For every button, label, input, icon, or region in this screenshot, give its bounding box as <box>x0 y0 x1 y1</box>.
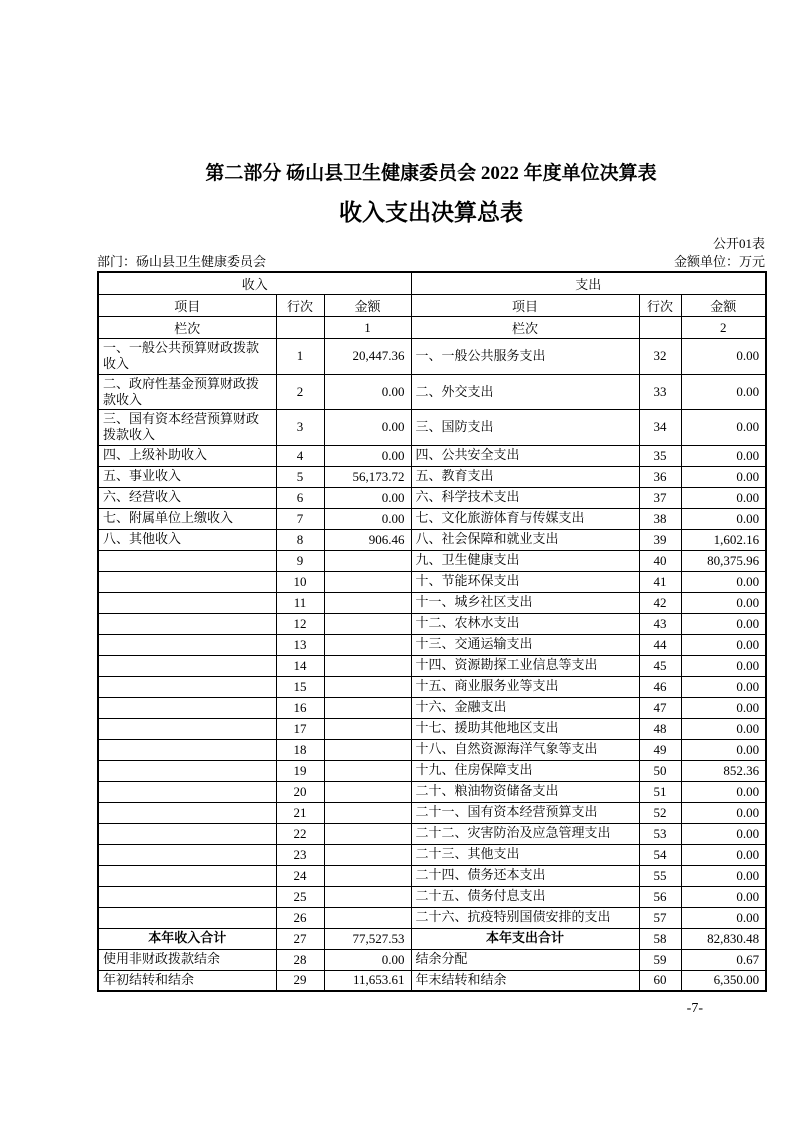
income-amount-cell <box>324 697 411 718</box>
expense-rowno-cell: 46 <box>639 676 681 697</box>
table-row <box>98 445 766 466</box>
table-row <box>98 718 766 739</box>
expense-amount-cell: 0.00 <box>681 676 766 697</box>
expense-item-cell: 十一、城乡社区支出 <box>411 592 639 613</box>
income-item-cell: 本年收入合计 <box>98 928 276 949</box>
expense-item-cell: 十二、农林水支出 <box>411 613 639 634</box>
expense-amount-cell: 0.00 <box>681 781 766 802</box>
income-item-cell: 年初结转和结余 <box>98 970 276 991</box>
expense-amount-cell: 82,830.48 <box>681 928 766 949</box>
expense-rowno-cell: 49 <box>639 739 681 760</box>
income-amount-cell: 0.00 <box>324 949 411 970</box>
table-row <box>98 676 766 697</box>
expense-rowno-cell: 37 <box>639 487 681 508</box>
income-expense-summary-table <box>97 271 767 992</box>
expense-rowno-cell: 50 <box>639 760 681 781</box>
income-amount-cell: 0.00 <box>324 374 411 410</box>
table-row <box>98 613 766 634</box>
expense-rowno-cell: 59 <box>639 949 681 970</box>
income-item-cell <box>98 697 276 718</box>
table-row <box>98 739 766 760</box>
income-item-cell <box>98 613 276 634</box>
income-item-cell: 七、附属单位上缴收入 <box>98 508 276 529</box>
income-rowno-cell: 3 <box>276 410 324 446</box>
table-row <box>98 466 766 487</box>
income-amount-cell <box>324 676 411 697</box>
expense-amount-cell: 0.67 <box>681 949 766 970</box>
table-row <box>98 928 766 949</box>
expense-item-cell: 四、公共安全支出 <box>411 445 639 466</box>
table-row <box>98 844 766 865</box>
table-row <box>98 802 766 823</box>
income-item-cell <box>98 676 276 697</box>
income-amount-cell <box>324 634 411 655</box>
expense-rowno-cell: 36 <box>639 466 681 487</box>
expense-amount-cell: 0.00 <box>681 886 766 907</box>
income-item-cell: 一、一般公共预算财政拨款收入 <box>98 339 276 375</box>
income-amount-cell <box>324 886 411 907</box>
income-rowno-cell: 18 <box>276 739 324 760</box>
income-item-cell <box>98 592 276 613</box>
form-number: 公开01表 <box>712 236 765 251</box>
income-item-cell: 六、经营收入 <box>98 487 276 508</box>
income-rowno-cell: 10 <box>276 571 324 592</box>
expense-item-cell: 一、一般公共服务支出 <box>411 339 639 375</box>
expense-item-cell: 十四、资源勘探工业信息等支出 <box>411 655 639 676</box>
expense-rowno-cell: 32 <box>639 339 681 375</box>
table-row <box>98 410 766 446</box>
expense-rowno-cell: 38 <box>639 508 681 529</box>
meta-row <box>97 253 765 270</box>
income-amount-cell: 0.00 <box>324 445 411 466</box>
expense-item-cell: 五、教育支出 <box>411 466 639 487</box>
expense-item-cell: 十三、交通运输支出 <box>411 634 639 655</box>
income-amount-cell: 11,653.61 <box>324 970 411 991</box>
expense-amount-cell: 0.00 <box>681 739 766 760</box>
income-item-cell <box>98 655 276 676</box>
expense-amount-header: 金额 <box>681 295 766 317</box>
income-amount-cell <box>324 550 411 571</box>
income-item-header: 项目 <box>98 295 276 317</box>
income-amount-cell: 0.00 <box>324 487 411 508</box>
expense-amount-cell: 0.00 <box>681 410 766 446</box>
income-item-cell <box>98 886 276 907</box>
expense-rowno-cell: 41 <box>639 571 681 592</box>
expense-amount-cell: 0.00 <box>681 592 766 613</box>
expense-rowno-cell: 58 <box>639 928 681 949</box>
expense-amount-cell: 0.00 <box>681 655 766 676</box>
expense-item-cell: 十七、援助其他地区支出 <box>411 718 639 739</box>
table-row <box>98 697 766 718</box>
income-rowno-cell: 19 <box>276 760 324 781</box>
table-row <box>98 550 766 571</box>
income-item-cell: 使用非财政拨款结余 <box>98 949 276 970</box>
expense-rowno-cell: 45 <box>639 655 681 676</box>
table-title: 收入支出决算总表 <box>339 200 523 225</box>
income-rowno-cell: 27 <box>276 928 324 949</box>
expense-amount-cell: 80,375.96 <box>681 550 766 571</box>
income-rowno-cell: 8 <box>276 529 324 550</box>
income-item-cell <box>98 550 276 571</box>
expense-amount-cell: 0.00 <box>681 374 766 410</box>
expense-item-header: 项目 <box>411 295 639 317</box>
column-index-row <box>98 317 766 339</box>
income-rowno-cell: 17 <box>276 718 324 739</box>
income-item-cell: 八、其他收入 <box>98 529 276 550</box>
expense-item-cell: 十八、自然资源海洋气象等支出 <box>411 739 639 760</box>
income-rowno-cell: 15 <box>276 676 324 697</box>
table-row <box>98 374 766 410</box>
income-rowno-cell: 22 <box>276 823 324 844</box>
table-body <box>98 339 766 992</box>
income-amount-cell <box>324 781 411 802</box>
expense-amount-cell: 0.00 <box>681 823 766 844</box>
income-amount-cell: 0.00 <box>324 410 411 446</box>
table-row <box>98 781 766 802</box>
income-rowno-cell: 6 <box>276 487 324 508</box>
income-item-cell <box>98 718 276 739</box>
income-amount-cell <box>324 718 411 739</box>
expense-rowno-cell: 60 <box>639 970 681 991</box>
expense-amount-cell: 1,602.16 <box>681 529 766 550</box>
expense-amount-cell: 0.00 <box>681 571 766 592</box>
table-row <box>98 886 766 907</box>
income-amount-cell <box>324 823 411 844</box>
income-item-cell: 二、政府性基金预算财政拨款收入 <box>98 374 276 410</box>
income-lanci-label: 栏次 <box>98 317 276 339</box>
expense-item-cell: 十五、商业服务业等支出 <box>411 676 639 697</box>
column-header-row <box>98 295 766 317</box>
income-item-cell <box>98 739 276 760</box>
expense-item-cell: 十九、住房保障支出 <box>411 760 639 781</box>
expense-item-cell: 二十五、债务付息支出 <box>411 886 639 907</box>
table-row <box>98 970 766 991</box>
income-amount-cell: 77,527.53 <box>324 928 411 949</box>
expense-item-cell: 二十六、抗疫特别国债安排的支出 <box>411 907 639 928</box>
income-item-cell <box>98 802 276 823</box>
income-amount-cell <box>324 613 411 634</box>
expense-amount-cell: 6,350.00 <box>681 970 766 991</box>
expense-item-cell: 二十二、灾害防治及应急管理支出 <box>411 823 639 844</box>
expense-item-cell: 六、科学技术支出 <box>411 487 639 508</box>
table-row <box>98 823 766 844</box>
table-row <box>98 339 766 375</box>
income-amount-cell <box>324 592 411 613</box>
income-item-cell <box>98 760 276 781</box>
income-amount-cell: 0.00 <box>324 508 411 529</box>
income-rowno-cell: 5 <box>276 466 324 487</box>
expense-rowno-cell: 55 <box>639 865 681 886</box>
table-row <box>98 529 766 550</box>
expense-rowno-cell: 53 <box>639 823 681 844</box>
expense-item-cell: 三、国防支出 <box>411 410 639 446</box>
income-rowno-cell: 14 <box>276 655 324 676</box>
income-rowno-cell: 9 <box>276 550 324 571</box>
income-rowno-cell: 16 <box>276 697 324 718</box>
income-rowno-cell: 26 <box>276 907 324 928</box>
income-item-cell <box>98 781 276 802</box>
expense-lanci-label: 栏次 <box>411 317 639 339</box>
income-rowno-cell: 1 <box>276 339 324 375</box>
expense-item-cell: 二十一、国有资本经营预算支出 <box>411 802 639 823</box>
income-amount-cell <box>324 655 411 676</box>
expense-rowno-cell: 42 <box>639 592 681 613</box>
income-rowno-header: 行次 <box>276 295 324 317</box>
income-column-number: 1 <box>324 317 411 339</box>
income-item-cell <box>98 571 276 592</box>
expense-rowno-cell: 52 <box>639 802 681 823</box>
income-item-cell <box>98 844 276 865</box>
income-rowno-cell: 25 <box>276 886 324 907</box>
expense-item-cell: 结余分配 <box>411 949 639 970</box>
table-row <box>98 592 766 613</box>
expense-amount-cell: 852.36 <box>681 760 766 781</box>
income-rowno-cell: 13 <box>276 634 324 655</box>
expense-amount-cell: 0.00 <box>681 844 766 865</box>
income-rowno-cell: 4 <box>276 445 324 466</box>
expense-item-cell: 十六、金融支出 <box>411 697 639 718</box>
table-row <box>98 949 766 970</box>
income-item-cell <box>98 865 276 886</box>
expense-amount-cell: 0.00 <box>681 907 766 928</box>
income-item-cell <box>98 907 276 928</box>
table-row <box>98 655 766 676</box>
expense-amount-cell: 0.00 <box>681 445 766 466</box>
expense-item-cell: 九、卫生健康支出 <box>411 550 639 571</box>
section-header-row <box>98 272 766 295</box>
expense-rowno-cell: 43 <box>639 613 681 634</box>
income-amount-cell: 20,447.36 <box>324 339 411 375</box>
expense-rowno-cell: 54 <box>639 844 681 865</box>
income-amount-cell <box>324 760 411 781</box>
income-section-header: 收入 <box>98 272 411 295</box>
income-lanci-blank <box>276 317 324 339</box>
expense-column-number: 2 <box>681 317 766 339</box>
income-item-cell: 五、事业收入 <box>98 466 276 487</box>
income-amount-cell <box>324 865 411 886</box>
expense-amount-cell: 0.00 <box>681 339 766 375</box>
income-amount-cell: 906.46 <box>324 529 411 550</box>
income-amount-cell <box>324 571 411 592</box>
expense-amount-cell: 0.00 <box>681 466 766 487</box>
expense-rowno-cell: 34 <box>639 410 681 446</box>
expense-amount-cell: 0.00 <box>681 865 766 886</box>
expense-rowno-cell: 35 <box>639 445 681 466</box>
expense-item-cell: 本年支出合计 <box>411 928 639 949</box>
amount-unit-label: 金额单位：万元 <box>673 254 765 269</box>
income-rowno-cell: 24 <box>276 865 324 886</box>
expense-amount-cell: 0.00 <box>681 697 766 718</box>
expense-item-cell: 十、节能环保支出 <box>411 571 639 592</box>
expense-item-cell: 二十四、债务还本支出 <box>411 865 639 886</box>
table-row <box>98 634 766 655</box>
expense-lanci-blank <box>639 317 681 339</box>
expense-rowno-cell: 48 <box>639 718 681 739</box>
expense-rowno-cell: 57 <box>639 907 681 928</box>
income-rowno-cell: 21 <box>276 802 324 823</box>
income-item-cell <box>98 823 276 844</box>
page-content <box>97 0 765 1017</box>
income-amount-header: 金额 <box>324 295 411 317</box>
table-row <box>98 508 766 529</box>
income-amount-cell: 56,173.72 <box>324 466 411 487</box>
expense-rowno-cell: 33 <box>639 374 681 410</box>
expense-rowno-cell: 47 <box>639 697 681 718</box>
expense-item-cell: 二十、粮油物资储备支出 <box>411 781 639 802</box>
expense-rowno-cell: 39 <box>639 529 681 550</box>
income-item-cell: 三、国有资本经营预算财政拨款收入 <box>98 410 276 446</box>
expense-amount-cell: 0.00 <box>681 508 766 529</box>
expense-amount-cell: 0.00 <box>681 634 766 655</box>
expense-rowno-cell: 51 <box>639 781 681 802</box>
table-row <box>98 907 766 928</box>
income-rowno-cell: 2 <box>276 374 324 410</box>
income-rowno-cell: 12 <box>276 613 324 634</box>
income-rowno-cell: 29 <box>276 970 324 991</box>
department-label: 部门：砀山县卫生健康委员会 <box>97 254 267 269</box>
income-rowno-cell: 20 <box>276 781 324 802</box>
expense-rowno-cell: 40 <box>639 550 681 571</box>
income-amount-cell <box>324 802 411 823</box>
income-rowno-cell: 11 <box>276 592 324 613</box>
expense-rowno-cell: 56 <box>639 886 681 907</box>
expense-item-cell: 二十三、其他支出 <box>411 844 639 865</box>
income-rowno-cell: 28 <box>276 949 324 970</box>
income-amount-cell <box>324 907 411 928</box>
expense-amount-cell: 0.00 <box>681 802 766 823</box>
income-amount-cell <box>324 739 411 760</box>
part-title: 第二部分 砀山县卫生健康委员会 2022 年度单位决算表 <box>205 163 657 184</box>
expense-item-cell: 年末结转和结余 <box>411 970 639 991</box>
expense-item-cell: 七、文化旅游体育与传媒支出 <box>411 508 639 529</box>
expense-rowno-header: 行次 <box>639 295 681 317</box>
income-item-cell: 四、上级补助收入 <box>98 445 276 466</box>
expense-amount-cell: 0.00 <box>681 487 766 508</box>
table-row <box>98 865 766 886</box>
income-amount-cell <box>324 844 411 865</box>
expense-amount-cell: 0.00 <box>681 613 766 634</box>
expense-rowno-cell: 44 <box>639 634 681 655</box>
income-rowno-cell: 23 <box>276 844 324 865</box>
expense-amount-cell: 0.00 <box>681 718 766 739</box>
expense-section-header: 支出 <box>411 272 766 295</box>
expense-item-cell: 八、社会保障和就业支出 <box>411 529 639 550</box>
table-row <box>98 571 766 592</box>
page-number: -7- <box>686 1001 703 1016</box>
expense-item-cell: 二、外交支出 <box>411 374 639 410</box>
table-row <box>98 760 766 781</box>
table-row <box>98 487 766 508</box>
income-rowno-cell: 7 <box>276 508 324 529</box>
income-item-cell <box>98 634 276 655</box>
